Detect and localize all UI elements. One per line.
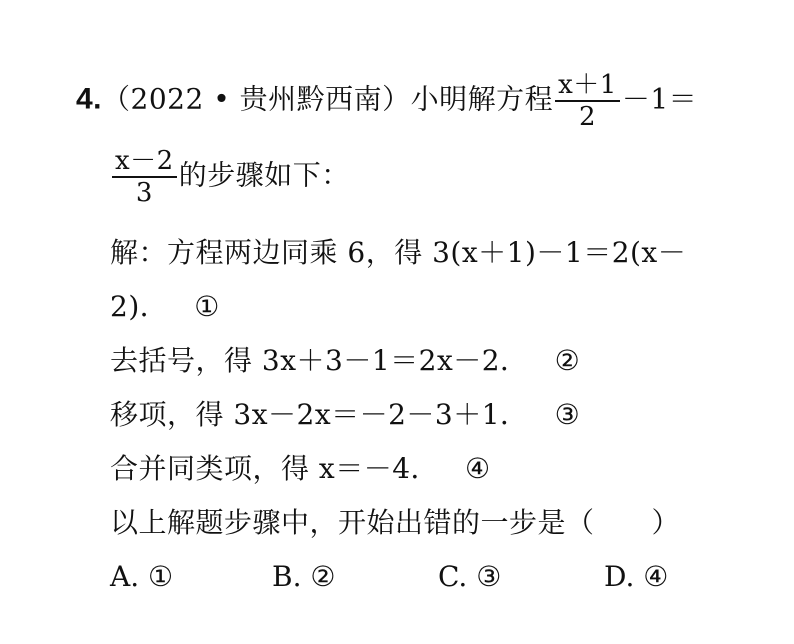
- step-text: 移项，得 3x－2x＝－2－3＋1．: [110, 398, 529, 431]
- fraction-denominator: 3: [135, 178, 153, 208]
- step-marker-1: ①: [194, 290, 220, 323]
- step-text: 合并同类项，得 x＝－4．: [110, 452, 440, 485]
- solution-line-5: [110, 452, 491, 486]
- question-source: （2022 • 贵州黔西南）: [102, 82, 411, 116]
- option-d[interactable]: D. ④: [604, 560, 669, 593]
- equation-middle: －1＝: [621, 82, 698, 116]
- solution-line-3: [110, 344, 580, 378]
- option-a[interactable]: A. ①: [110, 560, 174, 593]
- solution-line-4: [110, 398, 580, 432]
- step-marker-2: ②: [554, 344, 581, 377]
- solution-line-2: [110, 290, 220, 324]
- step-text: 2)．: [110, 290, 169, 323]
- question-steps-intro: 的步骤如下：: [178, 158, 350, 192]
- option-b[interactable]: B. ②: [272, 560, 336, 593]
- fraction-denominator: 2: [578, 102, 596, 132]
- fraction-numerator: x＋1: [555, 70, 620, 102]
- option-c[interactable]: C. ③: [438, 560, 502, 593]
- step-marker-3: ③: [554, 398, 581, 431]
- fraction-x-plus-1-over-2: [555, 70, 620, 132]
- step-text: 去括号，得 3x＋3－1＝2x－2．: [110, 344, 529, 377]
- fraction-numerator: x－2: [112, 146, 177, 178]
- question-header: [76, 70, 697, 132]
- step-marker-4: ④: [465, 452, 491, 485]
- solution-line-1: 解：方程两边同乘 6，得 3(x＋1)－1＝2(x－: [110, 236, 687, 269]
- question-prompt: 以上解题步骤中，开始出错的一步是（ ）: [110, 506, 681, 539]
- question-intro: 小明解方程: [410, 82, 554, 116]
- question-number: 4.: [76, 82, 103, 116]
- fraction-x-minus-2-over-3: [112, 146, 177, 208]
- question-line-2: [110, 146, 350, 208]
